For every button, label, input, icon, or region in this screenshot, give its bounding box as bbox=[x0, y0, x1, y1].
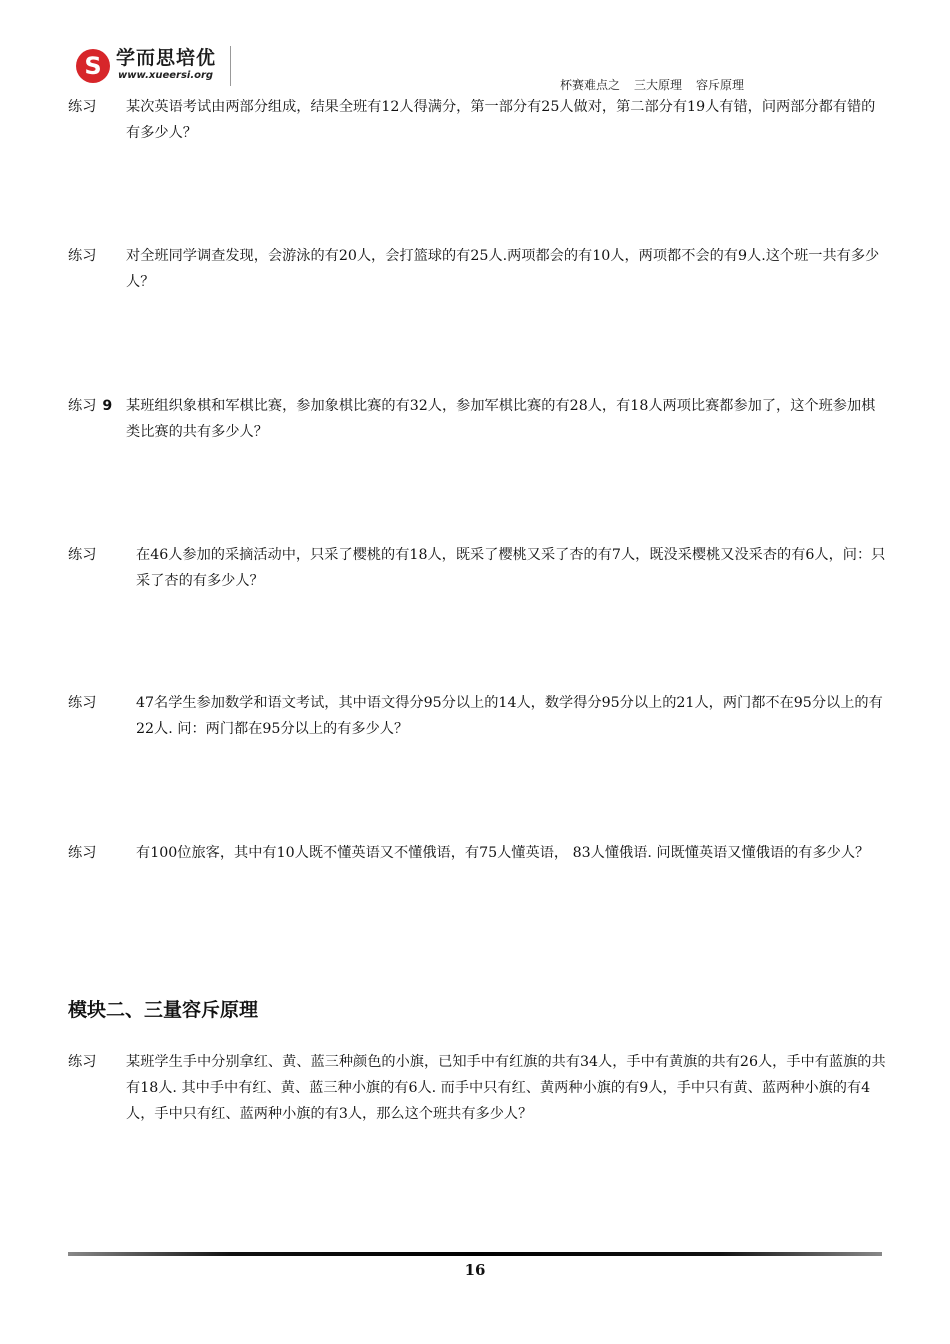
breadcrumb-item: 杯赛难点之 bbox=[560, 78, 621, 92]
exercise-2 bbox=[68, 243, 888, 295]
exercise-text: 有100位旅客，其中有10人既不懂英语又不懂俄语，有75人懂英语， 83人懂俄语. 问既懂英语又懂俄语的有多少人？ bbox=[136, 845, 870, 861]
exercise-5 bbox=[68, 690, 888, 742]
brand-name: 学而思培优 bbox=[116, 47, 217, 69]
exercise-text: 某班学生手中分别拿红、黄、蓝三种颜色的小旗，已知手中有红旗的共有34人，手中有黄旗的共有26人，手中有蓝旗的共有18人. 其中手中有红、黄、蓝三种小旗的有6人. 而手中只有红、黄两种小旗的有9人，手中只有黄、蓝两种小旗的有4人，手中只有红、蓝两种小旗的有3人，那么这个班共有多少人？ bbox=[126, 1054, 886, 1122]
breadcrumb-item: 三大原理 bbox=[634, 78, 683, 92]
exercise-text: 对全班同学调查发现，会游泳的有20人，会打篮球的有25人.两项都会的有10人，两项都不会的有9人.这个班一共有多少人？ bbox=[126, 248, 880, 290]
brand-url: www.xueersi.org bbox=[118, 70, 214, 81]
section-title: 模块二、三量容斥原理 bbox=[68, 999, 259, 1021]
exercise-3 bbox=[68, 393, 888, 445]
exercise-label: 练习 bbox=[68, 547, 97, 563]
exercise-label: 练习 bbox=[68, 248, 97, 264]
logo bbox=[72, 44, 232, 88]
exercise-label: 练习 bbox=[68, 845, 97, 861]
exercise-section-2 bbox=[68, 1049, 888, 1127]
breadcrumb-item: 容斥原理 bbox=[696, 78, 745, 92]
exercise-text: 某班组织象棋和军棋比赛，参加象棋比赛的有32人，参加军棋比赛的有28人，有18人两项比赛都参加了，这个班参加棋类比赛的共有多少人？ bbox=[126, 398, 876, 440]
exercise-label: 练习 bbox=[68, 99, 97, 115]
logo-divider bbox=[230, 46, 231, 86]
exercise-1 bbox=[68, 94, 888, 146]
breadcrumb bbox=[560, 76, 758, 93]
exercise-text: 在46人参加的采摘活动中，只采了樱桃的有18人，既采了樱桃又采了杏的有7人，既没采樱桃又没采杏的有6人，问：只采了杏的有多少人？ bbox=[136, 547, 886, 589]
exercise-label: 练习 9 bbox=[68, 398, 113, 414]
exercise-4 bbox=[68, 542, 888, 594]
logo-mark-icon: S bbox=[76, 49, 110, 83]
exercise-text: 47名学生参加数学和语文考试，其中语文得分95分以上的14人，数学得分95分以上的21人，两门都不在95分以上的有22人. 问：两门都在95分以上的有多少人？ bbox=[136, 695, 883, 737]
footer-divider bbox=[68, 1252, 882, 1256]
exercise-label: 练习 bbox=[68, 1054, 97, 1070]
exercise-label: 练习 bbox=[68, 695, 97, 711]
page-number: 16 bbox=[464, 1261, 486, 1279]
exercise-text: 某次英语考试由两部分组成，结果全班有12人得满分，第一部分有25人做对，第二部分有19人有错，问两部分都有错的有多少人？ bbox=[126, 99, 876, 141]
exercise-6 bbox=[68, 840, 888, 866]
